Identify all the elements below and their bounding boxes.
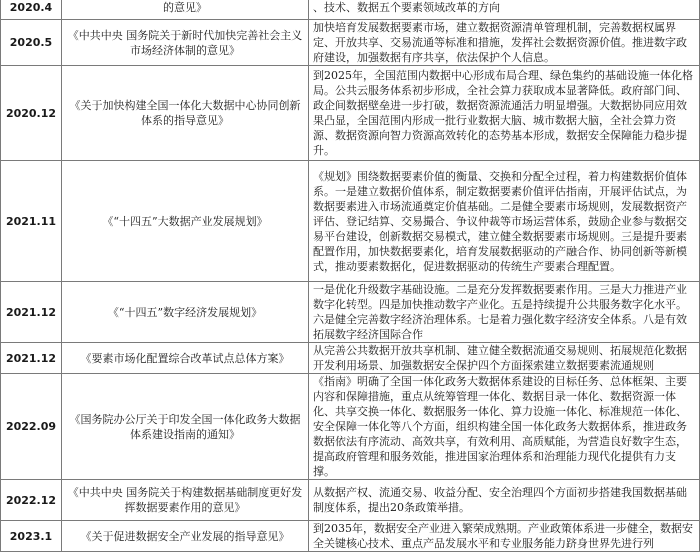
- table-row: [1, 282, 700, 343]
- table-row: [1, 480, 700, 521]
- date-cell: 2022.09: [1, 374, 62, 480]
- table-row: [1, 20, 700, 66]
- content-cell: 从完善公共数据开放共享机制、建立健全数据流通交易规则、拓展规范化数据开发利用场景、加强数据安全保护四个方面探索建立数据要素流通规则: [309, 343, 700, 374]
- date-cell: 2020.12: [1, 66, 62, 161]
- content-cell: 《规划》围绕数据要素价值的衡量、交换和分配全过程，着力构建数据价值体系。一是建立数据价值体系，制定数据要素价值评估指南，开展评估试点，为数据要素进入市场流通奠定价值基础。二是健全要素市场规则，发展数据资产评估、登记结算、交易撮合、争议仲裁等市场运营体系，鼓励企业参与数据交易平台建设，创新数据交易模式，建立健全数据要素市场规则。三是提升要素配置作用，加快数据要素化，培育发展数据驱动的产融合作、协同创新等新模式，推动要素数据化，促进数据驱动的传统生产要素合理配置。: [309, 161, 700, 282]
- content-cell: 加快培育发展数据要素市场，建立数据资源清单管理机制，完善数据权属界定、开放共享、交易流通等标准和措施，发挥社会数据资源价值。推进数字政府建设，加强数据有序共享，依法保护个人信息。: [309, 20, 700, 66]
- date-cell: 2020.4: [1, 0, 62, 20]
- document-cell: [62, 282, 309, 343]
- content-cell: 、技术、数据五个要素领域改革的方向: [309, 0, 700, 20]
- document-cell: [62, 480, 309, 521]
- content-cell: 《指南》明确了全国一体化政务大数据体系建设的目标任务、总体框架、主要内容和保障措施，重点从统筹管理一体化、数据目录一体化、数据资源一体化、共享交换一体化、数据服务一体化、算力设施一体化、标准规范一体化、安全保障一体化等八个方面，组织构建全国一体化政务大数据体系，推进政务数据依法有序流动、高效共享，有效利用、高质赋能，为营造良好数字生态，提高政府管理和服务效能，推进国家治理体系和治理能力现代化提供有力支撑。: [309, 374, 700, 480]
- table-row: [1, 374, 700, 480]
- document-title: 《关于促进数据安全产业发展的指导意见》: [80, 529, 290, 543]
- document-title: 《中共中央 国务院关于新时代加快完善社会主义市场经济体制的意见》: [67, 28, 303, 57]
- content-cell: 到2025年，全国范围内数据中心形成布局合理、绿色集约的基础设施一体化格局。公共云服务体系初步形成，全社会算力获取成本显著降低。政府部门间、政企间数据壁垒进一步打破，数据资源流通活力明显增强。大数据协同应用效果凸显，全国范围内形成一批行业数据大脑、城市数据大脑，全社会算力资源、数据资源向智力资源高效转化的态势基本形成，数据安全保障能力稳步提升。: [309, 66, 700, 161]
- document-cell: [62, 20, 309, 66]
- document-title: 《关于加快构建全国一体化大数据中心协同创新体系的指导意见》: [69, 99, 301, 127]
- content-cell: 到2035年，数据安全产业进入繁荣成熟期。产业政策体系进一步健全，数据安全关键核心技术、重点产品发展水平和专业服务能力跻身世界先进行列: [309, 521, 700, 552]
- document-cell: [62, 161, 309, 282]
- date-cell: 2021.12: [1, 282, 62, 343]
- document-cell: [62, 521, 309, 552]
- document-title: 《“十四五”数字经济发展规划》: [107, 305, 263, 319]
- document-cell: [62, 343, 309, 374]
- table-row: [1, 66, 700, 161]
- document-cell: [62, 66, 309, 161]
- date-cell: 2021.11: [1, 161, 62, 282]
- date-cell: 2021.12: [1, 343, 62, 374]
- table-row: [1, 0, 700, 20]
- document-cell: [62, 0, 309, 20]
- table-row: [1, 161, 700, 282]
- content-cell: 一是优化升级数字基础设施。二是充分发挥数据要素作用。三是大力推进产业数字化转型。四是加快推动数字产业化。五是持续提升公共服务数字化水平。六是健全完善数字经济治理体系。七是着力强化数字经济安全体系。八是有效拓展数字经济国际合作: [309, 282, 700, 343]
- date-cell: 2020.5: [1, 20, 62, 66]
- document-title: 《中共中央 国务院关于构建数据基础制度更好发挥数据要素作用的意见》: [67, 486, 303, 514]
- date-cell: 2023.1: [1, 521, 62, 552]
- table-row: [1, 343, 700, 374]
- document-title: 《国务院办公厅关于印发全国一体化政务大数据体系建设指南的通知》: [69, 412, 301, 441]
- document-title: 《要素市场化配置综合改革试点总体方案》: [80, 351, 290, 365]
- document-title: 的意见》: [163, 0, 207, 14]
- table-row: [1, 521, 700, 552]
- document-cell: [62, 374, 309, 480]
- document-title: 《“十四五”大数据产业发展规划》: [102, 214, 268, 228]
- content-cell: 从数据产权、流通交易、收益分配、安全治理四个方面初步搭建我国数据基础制度体系，提出20条政策举措。: [309, 480, 700, 521]
- date-cell: 2022.12: [1, 480, 62, 521]
